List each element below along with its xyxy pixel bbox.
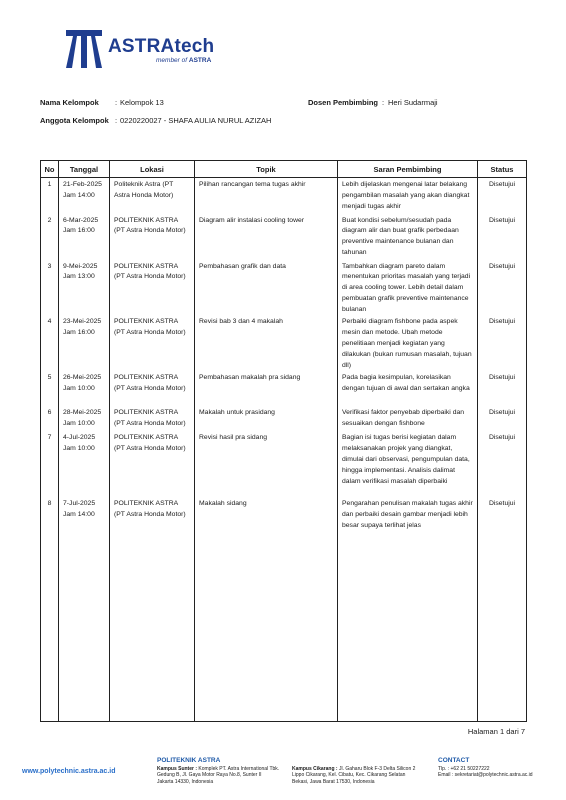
row-topic: Revisi bab 3 dan 4 makalah [195, 315, 338, 371]
group-separator: : [115, 98, 118, 107]
footer-contact-heading: CONTACT [438, 757, 470, 764]
table-row [41, 497, 527, 721]
footer-org-name: POLITEKNIK ASTRA [157, 757, 221, 764]
table-row [41, 178, 527, 214]
members-separator: : [115, 116, 118, 125]
advisor-value: Heri Sudarmaji [388, 98, 438, 107]
row-topic: Revisi hasil pra sidang [195, 431, 338, 497]
row-location: POLITEKNIK ASTRA (PT Astra Honda Motor) [110, 260, 195, 316]
row-date: 23-Mei-2025 [63, 318, 102, 326]
row-status: Disetujui [478, 315, 527, 371]
row-date-cell [59, 371, 110, 406]
row-time: Jam 10:00 [63, 445, 95, 453]
row-status: Disetujui [478, 371, 527, 406]
row-time: Jam 13:00 [63, 273, 95, 281]
row-location: POLITEKNIK ASTRA (PT Astra Honda Motor) [110, 497, 195, 721]
brand-name: ASTRAtech [108, 36, 215, 57]
row-date: 26-Mei-2025 [63, 374, 102, 382]
column-header-no: No [41, 161, 59, 178]
advisor-separator: : [382, 98, 385, 107]
row-no: 4 [41, 315, 59, 371]
table-row [41, 371, 527, 406]
footer-campus-cikarang [292, 766, 415, 785]
row-advice: Buat kondisi sebelum/sesudah pada diagram alir dan buat grafik perbedaan preventive maintenance bulanan dan tahunan [338, 214, 478, 260]
astratech-a-mark-icon [66, 30, 102, 68]
group-label: Nama Kelompok [40, 98, 99, 107]
row-status: Disetujui [478, 431, 527, 497]
row-date-cell [59, 315, 110, 371]
row-status: Disetujui [478, 214, 527, 260]
row-date: 4-Jul-2025 [63, 434, 96, 442]
footer [0, 755, 566, 800]
footer-campus-sunter [157, 757, 279, 785]
footer-email[interactable]: Email : sekretariat@polytechnic.astra.ac.id [438, 772, 533, 779]
footer-phone: Tlp. : +62 21 50227222 [438, 766, 490, 772]
row-time: Jam 16:00 [63, 227, 95, 235]
row-date: 28-Mei-2025 [63, 409, 102, 417]
footer-website-link[interactable]: www.polytechnic.astra.ac.id [22, 768, 116, 775]
campus-cikarang-line: Lippo Cikarang, Kel. Cibatu, Kec. Cikarang Selatan [292, 772, 406, 779]
row-time: Jam 14:00 [63, 511, 95, 519]
row-time: Jam 10:00 [63, 420, 95, 428]
campus-sunter-label: Kampus Sunter : [157, 766, 198, 772]
column-header-advice: Saran Pembimbing [338, 161, 478, 178]
astratech-logo [66, 30, 226, 70]
row-no: 2 [41, 214, 59, 260]
row-date: 7-Jul-2025 [63, 500, 96, 508]
row-topic: Pembahasan makalah pra sidang [195, 371, 338, 406]
campus-cikarang-label: Kampus Cikarang : [292, 766, 338, 772]
row-date-cell [59, 178, 110, 214]
row-advice: Perbaiki diagram fishbone pada aspek mesin dan metode. Ubah metode penelitiaan menjadi kegiatan yang dilakukan (bukan rumusan masalah, tujuan dll) [338, 315, 478, 371]
row-advice: Bagian isi tugas berisi kegiatan dalam melaksanakan projek yang diangkat, dimulai dari observasi, pengumpulan data, hingga implementasi. Analisis dalimat dalam verifikasi masalah diperbaiki [338, 431, 478, 497]
brand-tagline: member of ASTRA [156, 57, 212, 64]
row-location: POLITEKNIK ASTRA (PT Astra Honda Motor) [110, 214, 195, 260]
row-no: 3 [41, 260, 59, 316]
row-location: POLITEKNIK ASTRA (PT Astra Honda Motor) [110, 371, 195, 406]
campus-sunter-line: Jakarta 14330, Indonesia [157, 778, 214, 785]
table-header-row [41, 161, 527, 178]
row-location: POLITEKNIK ASTRA (PT Astra Honda Motor) [110, 431, 195, 497]
column-header-location: Lokasi [110, 161, 195, 178]
campus-cikarang-line: Jl. Gaharu Blok F-3 Delta Silicon 2 [338, 766, 416, 772]
table-row [41, 315, 527, 371]
advisor-info [308, 98, 438, 107]
page-indicator: Halaman 1 dari 7 [467, 727, 525, 736]
row-advice: Lebih dijelaskan mengenai latar belakang pengambilan masalah yang akan diangkat menjadi tugas akhir [338, 178, 478, 214]
campus-sunter-line: Gedung B, Jl. Gaya Motor Raya No.8, Sunter II [157, 772, 262, 779]
row-date: 21-Feb-2025 [63, 181, 102, 188]
row-time: Jam 10:00 [63, 385, 95, 393]
column-header-date: Tanggal [59, 161, 110, 178]
row-status: Disetujui [478, 260, 527, 316]
row-date: 6-Mar-2025 [63, 216, 99, 224]
members-info [40, 116, 272, 125]
column-header-topic: Topik [195, 161, 338, 178]
row-date-cell [59, 497, 110, 721]
group-value: Kelompok 13 [120, 98, 164, 107]
members-value: 0220220027 - SHAFA AULIA NURUL AZIZAH [120, 116, 272, 125]
table-row [41, 431, 527, 497]
row-date-cell [59, 260, 110, 316]
group-info [40, 98, 164, 107]
row-location: POLITEKNIK ASTRA (PT Astra Honda Motor) [110, 315, 195, 371]
row-no: 1 [41, 178, 59, 214]
table-row [41, 260, 527, 316]
row-time: Jam 14:00 [63, 191, 95, 199]
row-date: 9-Mei-2025 [63, 262, 98, 270]
row-status: Disetujui [478, 406, 527, 431]
row-topic: Pilihan rancangan tema tugas akhir [195, 178, 338, 214]
row-time: Jam 16:00 [63, 329, 95, 337]
members-label: Anggota Kelompok [40, 116, 109, 125]
row-no: 7 [41, 431, 59, 497]
row-location: POLITEKNIK ASTRA (PT Astra Honda Motor) [110, 406, 195, 431]
advisor-label: Dosen Pembimbing [308, 98, 379, 107]
table-row [41, 214, 527, 260]
row-location: Politeknik Astra (PT Astra Honda Motor) [110, 178, 195, 214]
row-topic: Makalah untuk prasidang [195, 406, 338, 431]
row-no: 8 [41, 497, 59, 721]
row-advice: Pada bagia kesimpulan, korelasikan dengan tujuan di awal dan sertakan angka [338, 371, 478, 406]
row-date-cell [59, 431, 110, 497]
row-advice: Pengarahan penulisan makalah tugas akhir dan perbaiki desain gambar menjadi lebih besar supaya terlihat jelas [338, 497, 478, 721]
row-topic: Pembahasan grafik dan data [195, 260, 338, 316]
campus-cikarang-line: Bekasi, Jawa Barat 17530, Indonesia [292, 778, 375, 785]
row-status: Disetujui [478, 497, 527, 721]
row-topic: Diagram alir instalasi cooling tower [195, 214, 338, 260]
consultation-table [40, 160, 527, 722]
row-topic: Makalah sidang [195, 497, 338, 721]
row-date-cell [59, 214, 110, 260]
row-no: 5 [41, 371, 59, 406]
footer-contact [438, 757, 533, 779]
row-status: Disetujui [478, 178, 527, 214]
row-advice: Tambahkan diagram pareto dalam menentukan prioritas masalah yang terjadi di area cooling tower. Lebih detail dalam pembuatan grafik preventive maintenance bulanan [338, 260, 478, 316]
column-header-status: Status [478, 161, 527, 178]
row-no: 6 [41, 406, 59, 431]
row-date-cell [59, 406, 110, 431]
row-advice: Verifikasi faktor penyebab diperbaiki dan sesuaikan dengan fishbone [338, 406, 478, 431]
table-row [41, 406, 527, 431]
campus-sunter-line: Komplek PT. Astra International Tbk. [198, 766, 280, 772]
